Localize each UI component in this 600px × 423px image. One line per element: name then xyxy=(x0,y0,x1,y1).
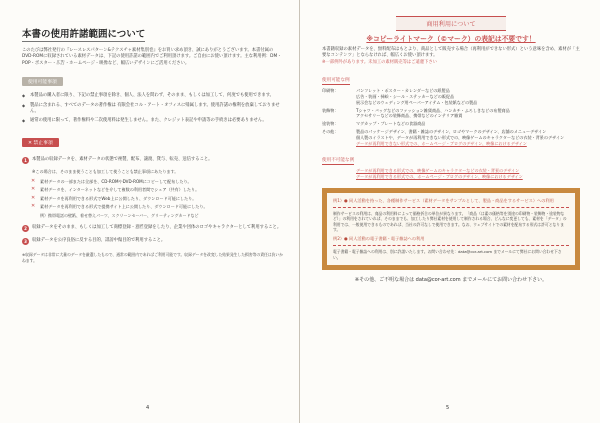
list-item: アクセサリーなどの装飾商品、携帯などのインテリア雑貨 xyxy=(356,113,463,119)
number-badge-icon: 3 xyxy=(22,238,29,245)
allowed-examples-header: 使用可能な例 xyxy=(322,78,350,84)
prohibited-examples-list xyxy=(322,168,580,180)
page-title: 本書の使用許諾範囲について xyxy=(22,26,145,42)
list-item: その他： 製品のパッケージデザイン、書籍・雑誌のデザイン、ロゴやマークのデザイン、店舗のメニューデザイン xyxy=(322,129,547,134)
footnote: ※収録データは非常に大量のデータを厳選したもので、通常の範囲内であればご利用可能です。収録データを改変した結果発生した損害等の責任は負いかねます。 xyxy=(22,252,283,263)
intro-text: このたびは弊社発行の『レースレスパターン&テクスチャ素材集別巻』をお買い求め頂き、誠にありがとうございます。本書付属のDVD-ROMに収録されている素材データは、下記の使用許諾の範囲内でご利用頂けます。ご自由にお使い頂けます。主な利用例：DM・POP・ポスター・広告・ホームページ・映像など、幅広いデザインにご活用ください。 xyxy=(22,48,282,66)
prohibited-x-4: ✕ 素材データを再利用できる形式で提携サイト上に公開したり、ダウンロード可能にしたり。 xyxy=(22,204,283,210)
page-number: 4 xyxy=(146,405,150,411)
list-item: データが再利用できる形式での、ホームページ・ブログのデザイン、映像におけるデザイン xyxy=(356,174,523,180)
section-allowed-header: 使用可能事項 xyxy=(22,77,63,86)
prohibited-x-2: ✕ 素材データを、インターネットなどを介して複数の利用者間でシェア（共有）したり。 xyxy=(22,187,283,193)
example-2-title: 例2）● 同人活動の電子書籍・電子雑誌への利用 xyxy=(333,236,425,242)
allowed-item-1: ◆ 本製品の購入者に限り、下記の禁止事項を除き、個人、法人を問わず、そのまま、もしくは加工して、何度でも使用できます。 xyxy=(22,93,283,99)
intro-text: 本書籍収録の素材データを、無料配布はもとより、商品として販売する場合（再利用ができない形式）という意味を含め、素材が「主要なコンテンツ」とならなければ、幅広くお使い頂けます。 xyxy=(322,47,580,59)
right-page xyxy=(300,0,600,423)
exception-note: ※一部例外があります。未加工の素材販売等はご遠慮下さい xyxy=(322,59,437,65)
number-badge-icon: 1 xyxy=(22,157,29,164)
page-title: 商用利用について xyxy=(396,16,506,31)
list-item: 印刷物： パンフレット・ポスター・カレンダーなどの紙製品 xyxy=(322,88,450,94)
list-item: 広告・装画・挿絵・シール・ステッカーなどの販促品 xyxy=(356,94,455,100)
example-1-body: 制作サービスの利用は、商品の利用料によって価格折合の単位が異なります。「商品（は素の価格等を別途の印刷物・装飾物・塗装物など）」の利用をされていれば、そのままでも、加工したり弊社素材を使用して制作される場合、どんなに変更しても、素材を「データ」の利用では、一般使用できるものであれば、当社の許可なしで使用できます。なお、ウェブサイトでの素材を配布する形式は許可となります。 xyxy=(333,210,567,232)
prohibited-item-3: 3 収録データを公序良俗に反する目的、誹謗中傷目的で利用すること。 xyxy=(22,238,283,244)
list-item: 塗装物： マグカップ・プレートなどの食器商品 xyxy=(322,121,426,127)
divider xyxy=(333,207,569,208)
list-item: 展示会などのウェディング用ペーパーアイテム・包装紙などの製品 xyxy=(356,99,478,105)
example-box xyxy=(322,188,580,270)
divider xyxy=(333,245,569,246)
prohibited-item-2: 2 収録データをそのまま、もしくは加工して商標登録・意匠登録をしたり、企業や団体のロゴやキャラクターとして利用すること。 xyxy=(22,225,283,231)
prohibited-x-1: ✕ 素材データの一部または全部を、CD-ROMやDVD-ROMにコピーして配布したり。 xyxy=(22,179,283,185)
list-item: データが再利用できる形式での、映像ゲームのキャラクターなどの衣装・背景のデザイン xyxy=(356,168,520,174)
section-prohibited-header: ✕ 禁止事項 xyxy=(22,138,59,147)
contact-note: ※その他、ご不明な場合は data@cor-art.com までメールにてお問い合わせ下さい。 xyxy=(354,277,548,284)
prohibited-note: ※この場合は、そのまま使うことも加工して使うことも禁止事項にあたります。 xyxy=(32,169,179,175)
example-1-title: 例1）● 同人活動を持った、各種制作サービス（素材データをサンプルとして、製品・商品をするサービス）への利用 xyxy=(333,197,554,203)
list-item: 装飾物： Tシャツ・バッグなどのファッション雑貨商品、ハンカチ・ふろしきなどの布製商品 xyxy=(322,107,510,113)
prohibited-example: 例）携帯電話の壁紙、着せ替えパーツ、スクリーンセーバー、グリーティングカードなど xyxy=(40,213,199,219)
prohibited-item-1: 1 本製品の収録データを、素材データの状態で複製、配布、譲渡、貸与、転売、送信すること。 xyxy=(22,157,283,163)
page-number: 5 xyxy=(446,405,450,411)
example-2-body: 電子書籍・電子雑誌への利用は、別に許諾いたします。お問い合わせ先：data@cor-art.com までメールにて弊社にお問い合わせ下さい。 xyxy=(333,249,562,260)
list-item: 個人製のイラストや、データが再利用できない形式での、映像ゲームのキャラクターなどの衣装・背景のデザイン xyxy=(356,134,565,140)
list-item: データが再利用できない形式での、ホームページ・ブログのデザイン、映像におけるデザイン xyxy=(356,140,527,146)
prohibited-x-3: ✕ 素材データを再利用できる形式でWeb上に公開したり、ダウンロード可能にしたり。 xyxy=(22,196,283,202)
allowed-item-2: ◆ 製品に含まれる、すべてのデータの著作権は 有限会社コル・アート・オフィスに帰属します。使用許諾の権利を放棄しておりません。 xyxy=(22,103,283,116)
prohibited-examples-header: 使用不可能な例 xyxy=(322,158,355,164)
warning-icon: ✕ xyxy=(28,140,34,146)
copyright-note: ※コピーライトマーク（©マーク）の表記は不要です！ xyxy=(366,35,536,43)
number-badge-icon: 2 xyxy=(22,225,29,232)
allowed-item-3: ◆ 通常の使用に限って、著作権料や二次使用料は発生しません。また、クレジット表記や申請等の手続きは必要ありません。 xyxy=(22,118,283,124)
allowed-examples-list xyxy=(322,88,580,146)
